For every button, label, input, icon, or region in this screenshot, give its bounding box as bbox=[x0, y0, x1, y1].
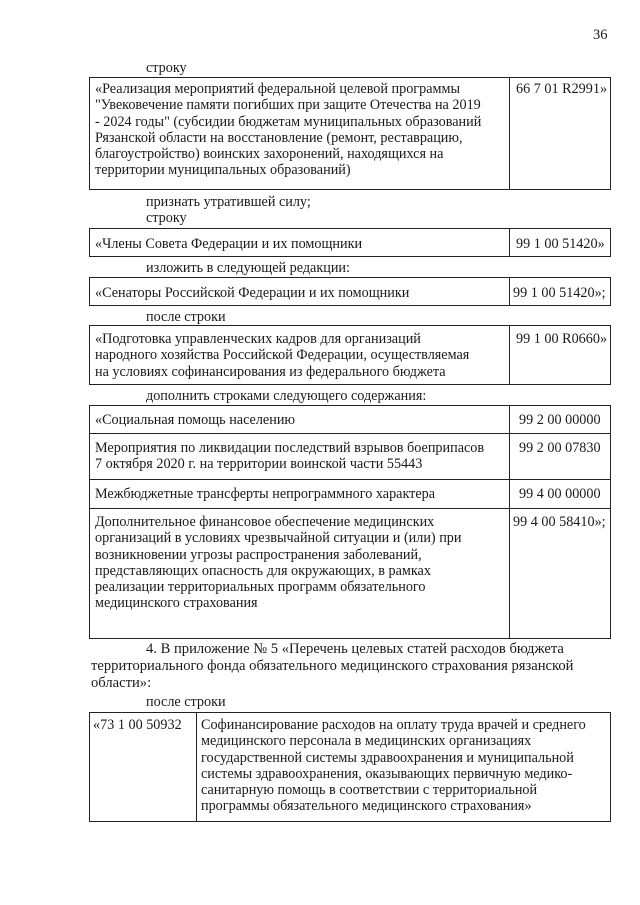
row6-text-line: программы обязательного медицинского страхования» bbox=[201, 798, 532, 815]
label-stroku-1: строку bbox=[146, 60, 187, 76]
row6-text-line: системы здравоохранения, оказывающих первичную медико- bbox=[201, 765, 573, 782]
table5-row4-line: организаций в условиях чрезвычайной ситуации и (или) при bbox=[95, 530, 462, 547]
table-divider bbox=[509, 325, 510, 385]
table5-row2-line: 7 октября 2020 г. на территории воинской части 55443 bbox=[95, 456, 423, 473]
row1-text-line: «Реализация мероприятий федеральной целевой программы bbox=[95, 81, 461, 97]
table-divider bbox=[509, 228, 510, 257]
row1-text-line: Рязанской области на восстановление (ремонт, реставрацию, bbox=[95, 129, 463, 146]
label-posle-stroki-2: после строки bbox=[146, 694, 226, 710]
row4-text-line: «Подготовка управленческих кадров для организаций bbox=[95, 331, 421, 347]
table5-row4-line: Дополнительное финансовое обеспечение медицинских bbox=[95, 514, 435, 530]
row6-text bbox=[201, 717, 586, 815]
table5-row4-line: представляющих опасность для окружающих, в рамках bbox=[95, 562, 431, 579]
label-priznat: признать утратившей силу; bbox=[146, 194, 311, 210]
label-dopolnit: дополнить строками следующего содержания: bbox=[146, 388, 427, 404]
row1-text bbox=[95, 81, 481, 179]
table5-row1-code: 99 2 00 00000 bbox=[519, 412, 601, 428]
table5-row2-code: 99 2 00 07830 bbox=[519, 440, 601, 456]
page-number: 36 bbox=[593, 27, 608, 43]
row4-text-line: на условиях софинансирования из федерального бюджета bbox=[95, 363, 446, 380]
table5-row4-line: реализации территориальных программ обязательного bbox=[95, 579, 426, 596]
table5-row4-line: медицинского страхования bbox=[95, 595, 258, 612]
row4-text-line: народного хозяйства Российской Федерации, осуществляемая bbox=[95, 347, 470, 364]
table-divider bbox=[509, 77, 510, 190]
row3-text: «Сенаторы Российской Федерации и их помощники bbox=[95, 285, 410, 301]
table5-row4-line: возникновении угрозы распространения заболеваний, bbox=[95, 546, 422, 563]
row6-text-line: государственной системы здравоохранения и муниципальной bbox=[201, 749, 574, 766]
row6-code: «73 1 00 50932 bbox=[93, 717, 182, 733]
row1-text-line: "Увековечение памяти погибших при защите Отечества на 2019 bbox=[95, 97, 481, 114]
row4-code: 99 1 00 R0660» bbox=[516, 331, 608, 347]
table-row-divider bbox=[89, 433, 611, 434]
table-row-divider bbox=[89, 508, 611, 509]
row6-text-line: Софинансирование расходов на оплату труда врачей и среднего bbox=[201, 717, 586, 733]
table5-row1-text: «Социальная помощь населению bbox=[95, 412, 296, 428]
row6-text-line: медицинского персонала в медицинских организациях bbox=[201, 733, 532, 750]
table5-row3-text: Межбюджетные трансферты непрограммного характера bbox=[95, 486, 436, 502]
table-divider bbox=[196, 712, 197, 822]
row2-text: «Члены Совета Федерации и их помощники bbox=[95, 236, 363, 252]
table5-row3-code: 99 4 00 00000 bbox=[519, 486, 601, 502]
table5-row2-line: Мероприятия по ликвидации последствий взрывов боеприпасов bbox=[95, 440, 485, 456]
row1-text-line: - 2024 годы" (субсидии бюджетам муниципальных образований bbox=[95, 113, 482, 130]
paragraph-4 bbox=[91, 641, 611, 693]
table-divider bbox=[509, 405, 510, 639]
row1-code: 66 7 01 R2991» bbox=[516, 81, 608, 97]
table5-row4-text bbox=[95, 514, 461, 612]
row4-text bbox=[95, 331, 469, 380]
row1-text-line: благоустройство) воинских захоронений, находящихся на bbox=[95, 146, 444, 163]
row6-text-line: санитарную помощь в соответствии с территориальной bbox=[201, 782, 538, 799]
row1-text-line: территории муниципальных образований) bbox=[95, 162, 351, 179]
table-divider bbox=[509, 277, 510, 306]
paragraph-4-line: 4. В приложение № 5 «Перечень целевых статей расходов бюджета bbox=[146, 641, 564, 657]
label-stroku-2: строку bbox=[146, 210, 187, 226]
table5-row2-text bbox=[95, 440, 484, 473]
label-izlozhit: изложить в следующей редакции: bbox=[146, 260, 350, 276]
table5-row4-code: 99 4 00 58410»; bbox=[513, 514, 606, 530]
paragraph-4-line: области»: bbox=[91, 675, 152, 692]
label-posle-stroki-1: после строки bbox=[146, 309, 226, 325]
row2-code: 99 1 00 51420» bbox=[516, 236, 605, 252]
row3-code: 99 1 00 51420»; bbox=[513, 285, 606, 301]
paragraph-4-line: территориального фонда обязательного медицинского страхования рязанской bbox=[91, 658, 574, 675]
table-row-divider bbox=[89, 479, 611, 480]
